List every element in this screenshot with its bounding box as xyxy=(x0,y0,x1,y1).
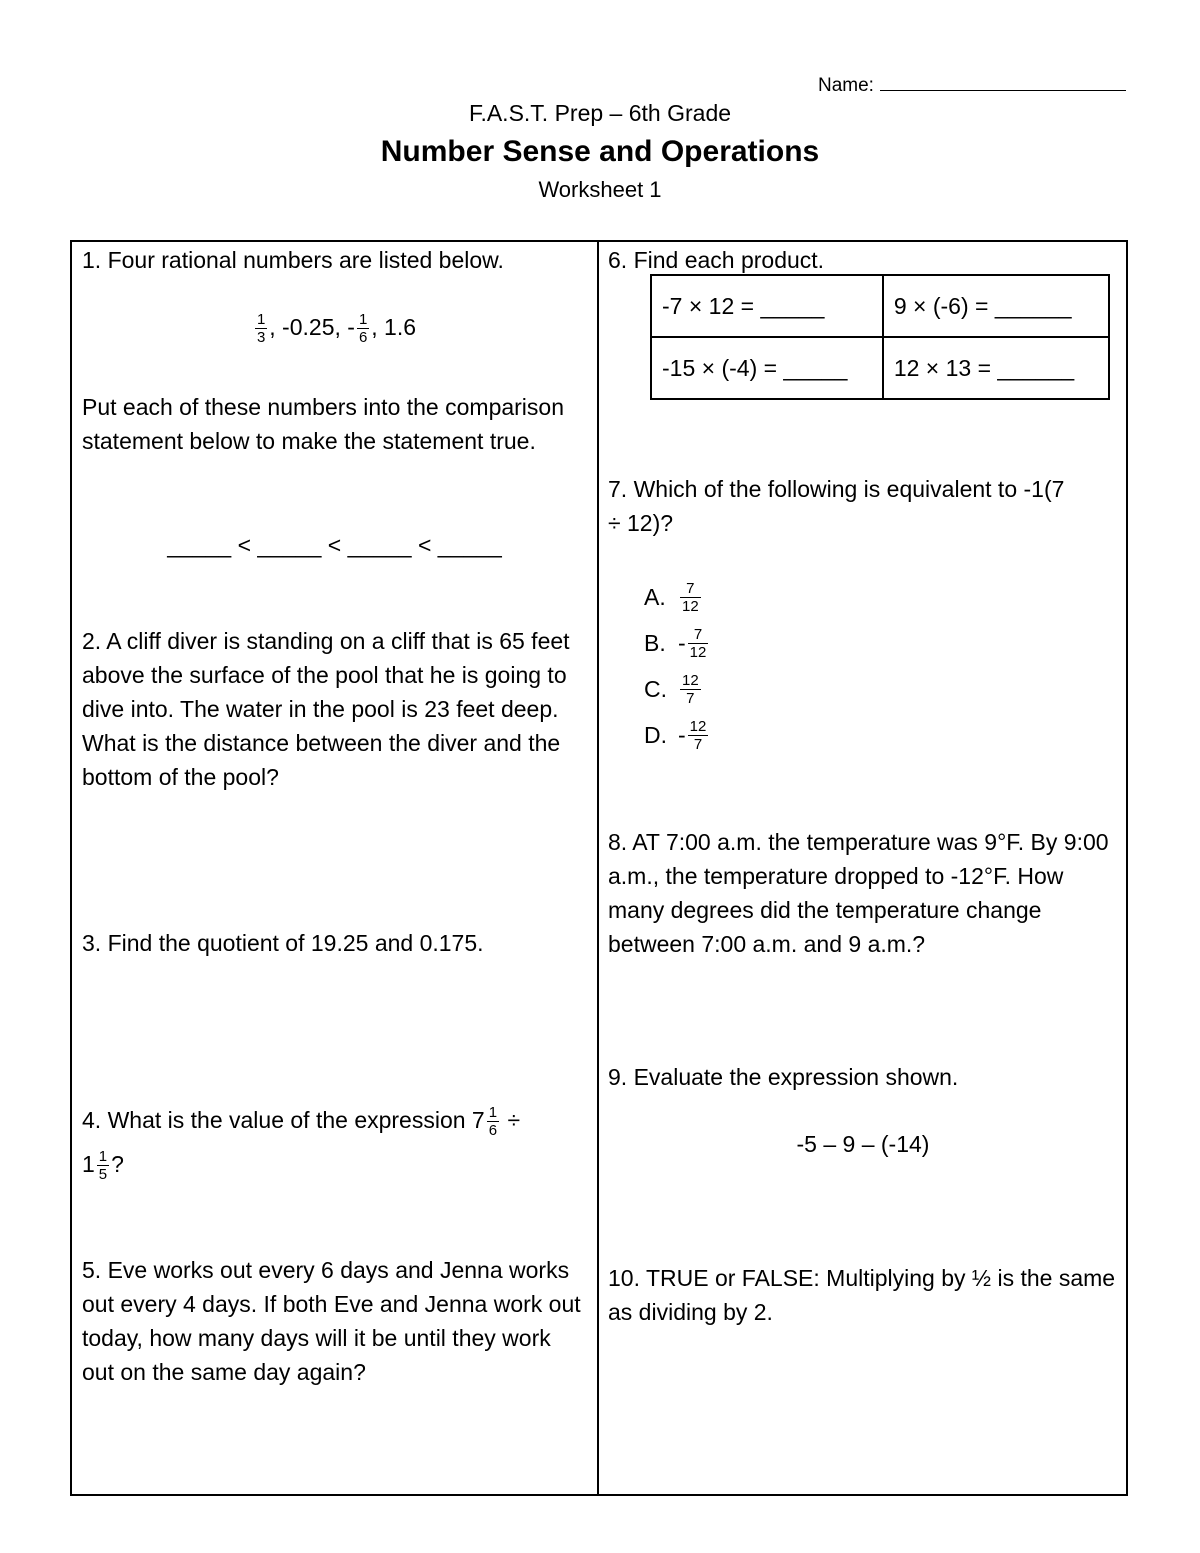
name-label: Name: xyxy=(818,75,874,96)
q7-option-b[interactable]: B. - $\frac{7}{12}$ xyxy=(644,625,707,661)
q1-numbers: $\frac{1}{3}$ , -0.25, - $\frac{1}{6}$ , 1.6 xyxy=(256,311,417,347)
q1-fraction-2: $\frac{1}{6}$ xyxy=(358,311,368,347)
column-divider xyxy=(597,240,599,1496)
q1-comparison-statement[interactable]: _____ < _____ < _____ < _____ xyxy=(167,532,502,558)
q6-cell-1[interactable]: -7 × 12 = _____ xyxy=(651,275,883,337)
q1-fraction-1: $\frac{1}{3}$ xyxy=(256,311,266,347)
q8-text: 8. AT 7:00 a.m. the temperature was 9°F. By 9:00 a.m., the temperature dropped to -12°F. How many degrees did the temperature change between 7:00 a.m. and 9 a.m.? xyxy=(608,829,1109,957)
q2-text: 2. A cliff diver is standing on a cliff that is 65 feet above the surface of the pool that he is going to dive into. The water in the pool is 23 feet deep. What is the distance between the diver and the bottom of the pool? xyxy=(82,628,570,790)
q4-text: 4. What is the value of the expression 7 $\frac{1}{6}$ ÷ 1 $\frac{1}{5}$ ? xyxy=(82,1104,521,1184)
q4-fraction-2: $\frac{1}{5}$ xyxy=(98,1148,108,1184)
q10-text: 10. TRUE or FALSE: Multiplying by ½ is the same as dividing by 2. xyxy=(608,1265,1116,1325)
name-field[interactable] xyxy=(818,74,1126,97)
q6-prompt: 6. Find each product. xyxy=(608,247,825,273)
q1-prompt: 1. Four rational numbers are listed below. xyxy=(82,247,504,273)
q6-cell-4[interactable]: 12 × 13 = ______ xyxy=(883,337,1109,399)
q9-expression: -5 – 9 – (-14) xyxy=(796,1131,930,1157)
q4-fraction-1: $\frac{1}{6}$ xyxy=(488,1104,498,1140)
worksheet-title: Number Sense and Operations xyxy=(380,135,820,168)
worksheet-number: Worksheet 1 xyxy=(538,177,662,202)
q1-instructions: Put each of these numbers into the comparison statement below to make the statement true. xyxy=(82,394,565,454)
q7-option-d[interactable]: D. - $\frac{12}{7}$ xyxy=(644,717,707,753)
q7-option-a[interactable]: A. $\frac{7}{12}$ xyxy=(644,579,699,615)
q6-product-table xyxy=(650,274,1110,400)
q6-cell-3[interactable]: -15 × (-4) = _____ xyxy=(651,337,883,399)
worksheet-subtitle: F.A.S.T. Prep – 6th Grade xyxy=(468,100,732,126)
name-blank[interactable] xyxy=(880,74,1126,91)
q9-prompt: 9. Evaluate the expression shown. xyxy=(608,1064,959,1090)
q6-cell-2[interactable]: 9 × (-6) = ______ xyxy=(883,275,1109,337)
q5-text: 5. Eve works out every 6 days and Jenna works out every 4 days. If both Eve and Jenna work out today, how many days will it be until they work out on the same day again? xyxy=(82,1257,581,1385)
q7-option-c[interactable]: C. $\frac{12}{7}$ xyxy=(644,671,699,707)
q3-text: 3. Find the quotient of 19.25 and 0.175. xyxy=(82,930,484,956)
q7-prompt: 7. Which of the following is equivalent to -1(7 ÷ 12)? xyxy=(608,476,1065,536)
